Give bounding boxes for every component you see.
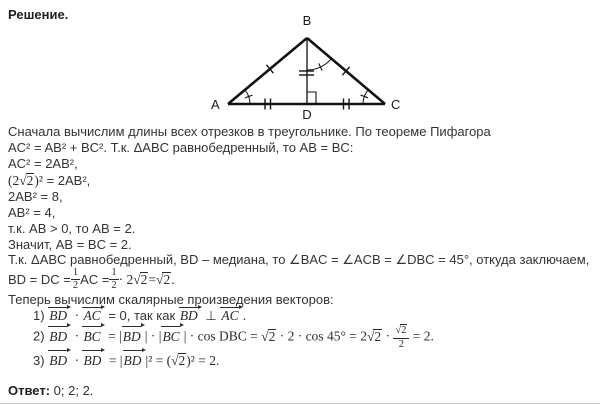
scalar-product-item-3: 3) BD · BD = |BD |² = (√2)² = 2. — [8, 350, 594, 371]
sqrt-expression: √2 — [261, 328, 276, 344]
equation-ab-positive: т.к. AB > 0, то AB = 2. — [8, 221, 136, 236]
vector-ac: AC — [220, 307, 242, 324]
vertex-label-d: D — [302, 107, 312, 122]
vector-bd: BD — [48, 350, 71, 371]
solution-line-intro: Сначала вычислим длины всех отрезков в треугольнике. По теореме Пифагора — [8, 124, 491, 139]
right-angle-mark — [307, 92, 316, 104]
equation-bd-dc: BD = DC = $\frac{1}{2}$ AC = $\frac{1}{2}$ · 2 √2 = √2 . — [8, 266, 175, 291]
equation-2sqrt2: (2√2)² = 2AB², — [8, 173, 91, 188]
vector-bc: BC — [82, 326, 104, 347]
equation-ac2: AC² = 2AB², — [8, 156, 78, 171]
equation-ab-bc: Значит, AB = BC = 2. — [8, 237, 132, 252]
sqrt-expression: √2 — [156, 272, 171, 287]
line-median-angles: Т.к. ΔABC равнобедренный, BD – медиана, то ∠BAC = ∠ACB = ∠DBC = 45°, откуда заключаем, — [8, 252, 590, 267]
sqrt-sign: √ — [133, 272, 140, 287]
triangle-figure — [210, 13, 405, 127]
side-ab — [228, 38, 307, 104]
sqrt-sign: √ — [19, 173, 26, 188]
sqrt-sign: √ — [366, 328, 374, 344]
scalar-product-item-2: 2) BD · BC = |BD | · |BC | · cos DBC = √2 · 2 · cos 45° = 2√2 · $\frac{√2}{2}$ = 2. — [33, 325, 434, 350]
fraction-sqrt2-over-2: $\frac{√2}{2}$ — [393, 324, 409, 350]
vector-bd: BD — [82, 350, 105, 371]
vector-bd: BD — [48, 307, 71, 324]
vector-bd: BD — [122, 326, 145, 347]
solution-heading: Решение. — [8, 7, 69, 22]
sqrt-sign: √ — [395, 325, 401, 336]
solution-text — [8, 124, 594, 399]
sqrt-expression: √2 — [133, 272, 148, 287]
vertex-label-c: C — [391, 97, 401, 112]
vertex-label-a: A — [211, 97, 220, 112]
vector-bd: BD — [123, 350, 146, 371]
sqrt-sign: √ — [261, 328, 268, 344]
vector-ac: AC — [82, 307, 104, 324]
vector-bd: BD — [179, 307, 202, 324]
sqrt-sign: √ — [156, 272, 163, 287]
fraction-one-half: $\frac{1}{2}$ — [72, 266, 79, 291]
equation-pythagoras: AC² = AB² + BC². Т.к. ΔABC равнобедренный, то AB = BC: — [8, 140, 354, 155]
sqrt-sign: √ — [171, 353, 178, 369]
equation-2ab2: 2AB² = 8, — [8, 189, 63, 204]
sqrt-expression: √2 — [19, 173, 34, 188]
vertex-label-b: B — [302, 13, 312, 28]
line-scalar-products: Теперь вычислим скалярные произведения векторов: — [8, 292, 334, 307]
answer-line — [8, 383, 594, 399]
vector-bc: BC — [161, 326, 183, 347]
answer-value: 0; 2; 2. — [50, 383, 94, 399]
answer-label: Ответ: — [8, 383, 51, 399]
sqrt-expression: √2 — [395, 325, 407, 336]
scalar-product-item-1: 1) BD · AC = 0, так как BD ⊥ AC . — [33, 308, 247, 323]
vector-bd: BD — [48, 326, 71, 347]
sqrt-expression: √2 — [366, 328, 382, 344]
sqrt-expression: √2 — [171, 353, 186, 369]
fraction-one-half: $\frac{1}{2}$ — [111, 266, 117, 291]
equation-ab2: AB² = 4, — [8, 205, 56, 220]
